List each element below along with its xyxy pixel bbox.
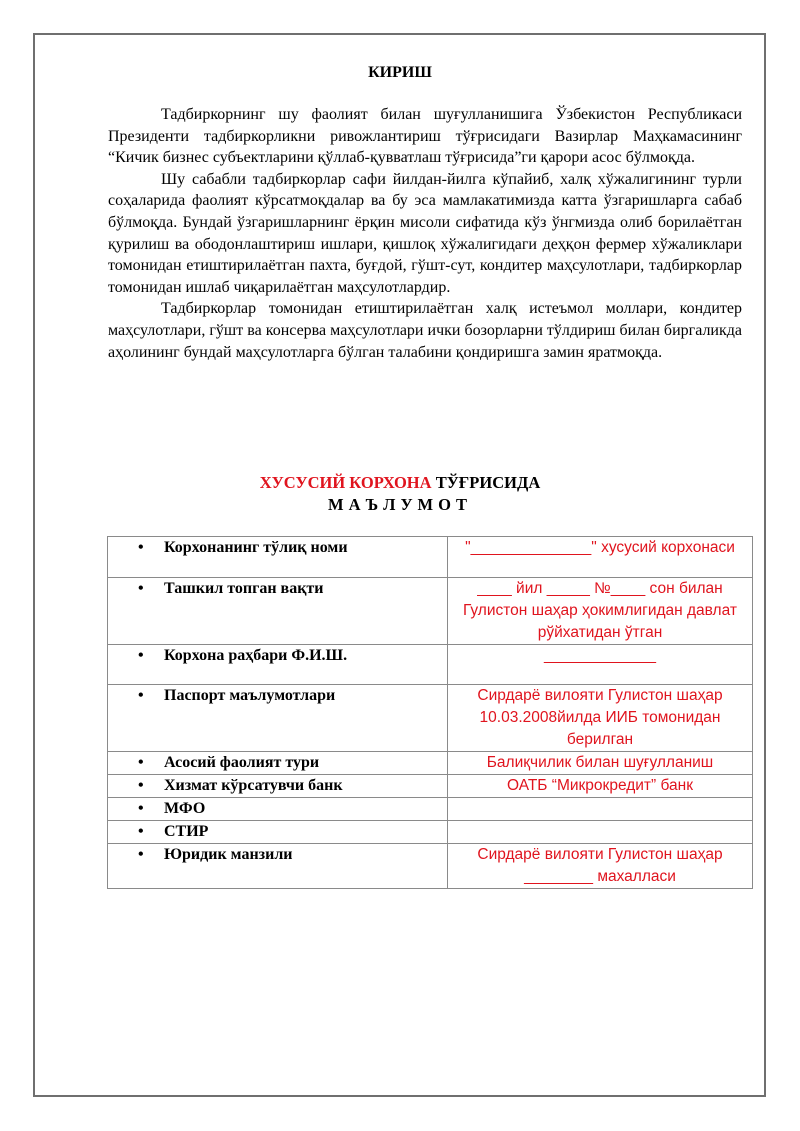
paragraph-2: Шу сабабли тадбиркорлар сафи йилдан-йилга кўпайиб, халқ хўжалигининг турли соҳаларида фаолият кўрсатмоқдалар ва бу эса мамлакатимизда катта ўзгаришларга сабаб бўлмоқда. Бундай ўзгаришларнинг ёрқин мисоли сифатида кўз ўнгмизда олиб борилаётган қурилиш ва ободонлаштириш ишлари, қишлоқ хўжалигидаги деҳқон фермер хўжаликлари томонидан етиштирилаётган пахта, буғдой, гўшт-сут, кондитер маҳсулотлари, тадбиркорлар томонидан ишлаб чиқарилаётган маҳсулотлардир.: [108, 170, 742, 296]
row-value-cell: [448, 645, 753, 685]
row-value-line: 10.03.2008йилда ИИБ томонидан берилган: [479, 709, 721, 748]
row-value-line: ОАТБ “Микрокредит” банк: [507, 777, 693, 794]
table-row: [108, 752, 753, 775]
row-value-line: ________ махалласи: [524, 868, 676, 885]
row-value-cell: [448, 844, 753, 889]
info-title-rest: ТЎҒРИСИДА: [431, 473, 541, 492]
row-value-line: Балиқчилик билан шуғулланиш: [486, 754, 714, 771]
bullet-icon: •: [138, 754, 144, 771]
table-row: [108, 578, 753, 645]
row-label: Паспорт маълумотлари: [164, 687, 336, 704]
bullet-icon: •: [138, 647, 144, 664]
table-row: [108, 844, 753, 889]
intro-text: [108, 104, 742, 363]
row-label-cell: [108, 775, 448, 798]
row-label-cell: [108, 798, 448, 821]
info-title-line: [0, 472, 800, 494]
table-row: [108, 685, 753, 752]
row-value-line: Сирдарё вилояти Гулистон шаҳар: [477, 846, 723, 863]
table-row: [108, 645, 753, 685]
table-row: [108, 798, 753, 821]
bullet-icon: •: [138, 539, 144, 556]
row-label: Юридик манзили: [164, 846, 293, 863]
row-value-cell: [448, 537, 753, 578]
row-label: Ташкил топган вақти: [164, 580, 324, 597]
bullet-icon: •: [138, 846, 144, 863]
paragraph-1: Тадбиркорнинг шу фаолият билан шуғулланишига Ўзбекистон Республикаси Президенти тадбиркорликни ривожлантириш тўғрисидаги Вазирлар Маҳкамасининг “Кичик бизнес субъектларини қўллаб-қувватлаш тўғрисида”ги қарори асос бўлмоқда.: [108, 106, 742, 167]
row-value-cell: [448, 685, 753, 752]
row-value-line: _____________: [543, 647, 657, 664]
company-info-table: [107, 536, 753, 889]
info-title: [0, 472, 800, 516]
row-label: СТИР: [164, 823, 209, 840]
row-value-cell: [448, 821, 753, 844]
row-value-line: "______________" хусусий корхонаси: [465, 539, 735, 556]
row-label: Корхона раҳбари Ф.И.Ш.: [164, 647, 348, 664]
row-label: Асосий фаолият тури: [164, 754, 320, 771]
bullet-icon: •: [138, 777, 144, 794]
row-value-line: рўйхатидан ўтган: [537, 624, 663, 641]
bullet-icon: •: [138, 823, 144, 840]
info-title-highlight: ХУСУСИЙ КОРХОНА: [259, 473, 432, 492]
row-value-cell: [448, 578, 753, 645]
row-value-cell: [448, 798, 753, 821]
row-value-line: Гулистон шаҳар ҳокимлигидан давлат: [463, 602, 737, 619]
row-value-line: ____ йил _____ №____ сон билан: [477, 580, 723, 597]
row-label-cell: [108, 685, 448, 752]
row-label: МФО: [164, 800, 206, 817]
bullet-icon: •: [138, 580, 144, 597]
bullet-icon: •: [138, 800, 144, 817]
bullet-icon: •: [138, 687, 144, 704]
row-label-cell: [108, 578, 448, 645]
row-label: Хизмат кўрсатувчи банк: [164, 777, 343, 794]
row-value-cell: [448, 752, 753, 775]
row-label-cell: [108, 537, 448, 578]
table-row: [108, 775, 753, 798]
section-heading: КИРИШ: [368, 64, 432, 81]
table-row: [108, 537, 753, 578]
row-value-line: Сирдарё вилояти Гулистон шаҳар: [477, 687, 723, 704]
paragraph-3: Тадбиркорлар томонидан етиштирилаётган халқ истеъмол моллари, кондитер маҳсулотлари, гўшт ва консерва маҳсулотлари ички бозорларни тўлдириш билан биргаликда аҳолининг бундай маҳсулотларга бўлган талабини қондиришга замин яратмоқда.: [108, 300, 742, 361]
info-subtitle: МАЪЛУМОТ: [328, 495, 472, 514]
row-label-cell: [108, 752, 448, 775]
table-row: [108, 821, 753, 844]
row-label-cell: [108, 821, 448, 844]
row-label: Корхонанинг тўлиқ номи: [164, 539, 348, 556]
row-label-cell: [108, 645, 448, 685]
row-value-cell: [448, 775, 753, 798]
row-label-cell: [108, 844, 448, 889]
